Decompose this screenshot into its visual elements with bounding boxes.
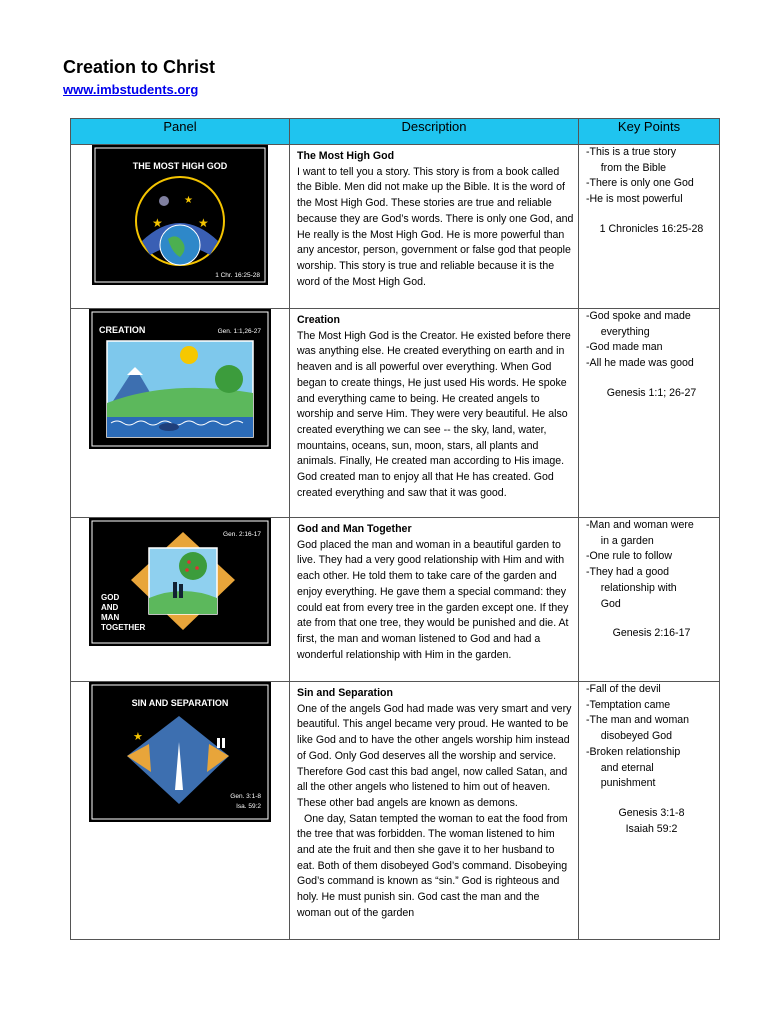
panel-image-god-and-man-together [89, 518, 271, 646]
description-title: The Most High God [297, 150, 395, 162]
svg-text:★: ★ [198, 216, 209, 230]
panel-cell [71, 518, 290, 682]
panel-image-most-high-god [92, 145, 268, 285]
svg-text:★: ★ [152, 216, 163, 230]
description-cell [290, 309, 579, 518]
key-points-list: -Man and woman were in a garden -One rule to follow -They had a good relationship with God [586, 519, 694, 610]
key-points-cell [579, 145, 720, 309]
description-text: God placed the man and woman in a beautiful garden to live. They had a very good relationship with Him and with each other. He told them to take care of the garden and enjoy everything. He gave them a special command: they could eat from every tree in the garden except one. If they ate from that one tree, they would be punished and die. At first, the man and woman listened to God and had a wonderful relationship with Him in the garden. [297, 538, 569, 661]
svg-text:★: ★ [133, 731, 143, 743]
svg-text:★: ★ [184, 195, 193, 206]
key-points-reference: Isaiah 59:2 [625, 822, 678, 835]
table-row [71, 518, 720, 682]
key-points-list: -Fall of the devil -Temptation came -The man and woman disobeyed God -Broken relationship and eternal punishment [586, 683, 690, 790]
panel-label: THE MOST HIGH GOD [132, 161, 228, 171]
description-text: One of the angels God had made was very smart and very beautiful. This angel became very proud. He wanted to be like God and to have the other angels worship him instead of God. Only God deserves all the worship and service. Therefore God cast this bad angel, now called Satan, and all the other angels who listened to him out of heaven. These other bad angels are known as demons. [297, 702, 572, 809]
panel-cell [71, 145, 290, 309]
description-title: Sin and Separation [297, 687, 393, 699]
website-link[interactable]: www.imbstudents.org [63, 82, 199, 97]
panel-image-sin-and-separation [89, 682, 271, 822]
description-text: I want to tell you a story. This story is from a book called the Bible. Men did not make up the Bible. It is the word of the Most High God. These stories are true and reliable because they are God’s words. There is only one God, and He really is the Most High God. He is more powerful than any ancestor, person, government or false god that people worship. This story is true and reliable because it is the word of the Most High God. [297, 165, 574, 288]
panel-ref: Isa. 59:2 [236, 803, 261, 810]
panel-cell [71, 309, 290, 518]
page-title: Creation to Christ [63, 57, 216, 77]
panel-label: SIN AND SEPARATION [131, 698, 229, 708]
panel-ref: Gen. 2:16-17 [223, 531, 261, 538]
panel-ref: 1 Chr. 16:25-28 [215, 272, 260, 279]
description-cell [290, 682, 579, 940]
panel-ref: Gen. 1:1,26-27 [217, 328, 261, 335]
panel-image-creation [89, 309, 271, 449]
key-points-reference: Genesis 1:1; 26-27 [606, 386, 697, 399]
table-row [71, 309, 720, 518]
table-header-row [71, 119, 720, 145]
description-cell [290, 518, 579, 682]
key-points-cell [579, 682, 720, 940]
table-row [71, 145, 720, 309]
description-cell [290, 145, 579, 309]
description-title: God and Man Together [297, 523, 412, 535]
key-points-list: -This is a true story from the Bible -There is only one God -He is most powerful [586, 146, 694, 206]
panel-cell [71, 682, 290, 940]
panel-label-line: TOGETHER [101, 623, 146, 632]
table-row [71, 682, 720, 940]
story-table [70, 118, 720, 940]
panel-label-line: MAN [101, 613, 120, 622]
key-points-list: -God spoke and made everything -God made man -All he made was good [586, 310, 694, 370]
column-header-key-points: Key Points [579, 119, 720, 145]
column-header-panel: Panel [71, 119, 290, 145]
key-points-reference: Genesis 3:1-8 [618, 806, 685, 819]
description-text: The Most High God is the Creator. He existed before there was anything else. He created everything on earth and in heaven and is all powerful over everything. When God began to create things, He just used His words. He spoke and everything came to being. He created angels to worship and serve Him. They were very beautiful. He also created everything we can see -- the sky, land, water, mountains, oceans, sun, moon, stars, all plants and animals. Finally, He created man according to His image. God created man to enjoy all that He has created. God created everything and saw that it was good. [297, 329, 571, 499]
key-points-reference: 1 Chronicles 16:25-28 [599, 222, 704, 235]
description-text: One day, Satan tempted the woman to eat the food from the tree that was forbidden. The woman listened to him and ate the fruit and then she gave it to her husband to eat. Both of them disobeyed God’s command. Disobeying God’s command is known as “sin.” God is righteous and holy. He must punish sin. God cast the man and the woman out of the garden [297, 812, 568, 919]
key-points-reference: Genesis 2:16-17 [612, 627, 691, 640]
key-points-cell [579, 309, 720, 518]
key-points-cell [579, 518, 720, 682]
panel-label: CREATION [99, 325, 146, 335]
panel-label-line: AND [101, 603, 119, 612]
panel-ref: Gen. 3:1-8 [230, 793, 261, 800]
panel-label-line: GOD [101, 593, 120, 602]
description-title: Creation [297, 314, 340, 326]
column-header-description: Description [290, 119, 579, 145]
